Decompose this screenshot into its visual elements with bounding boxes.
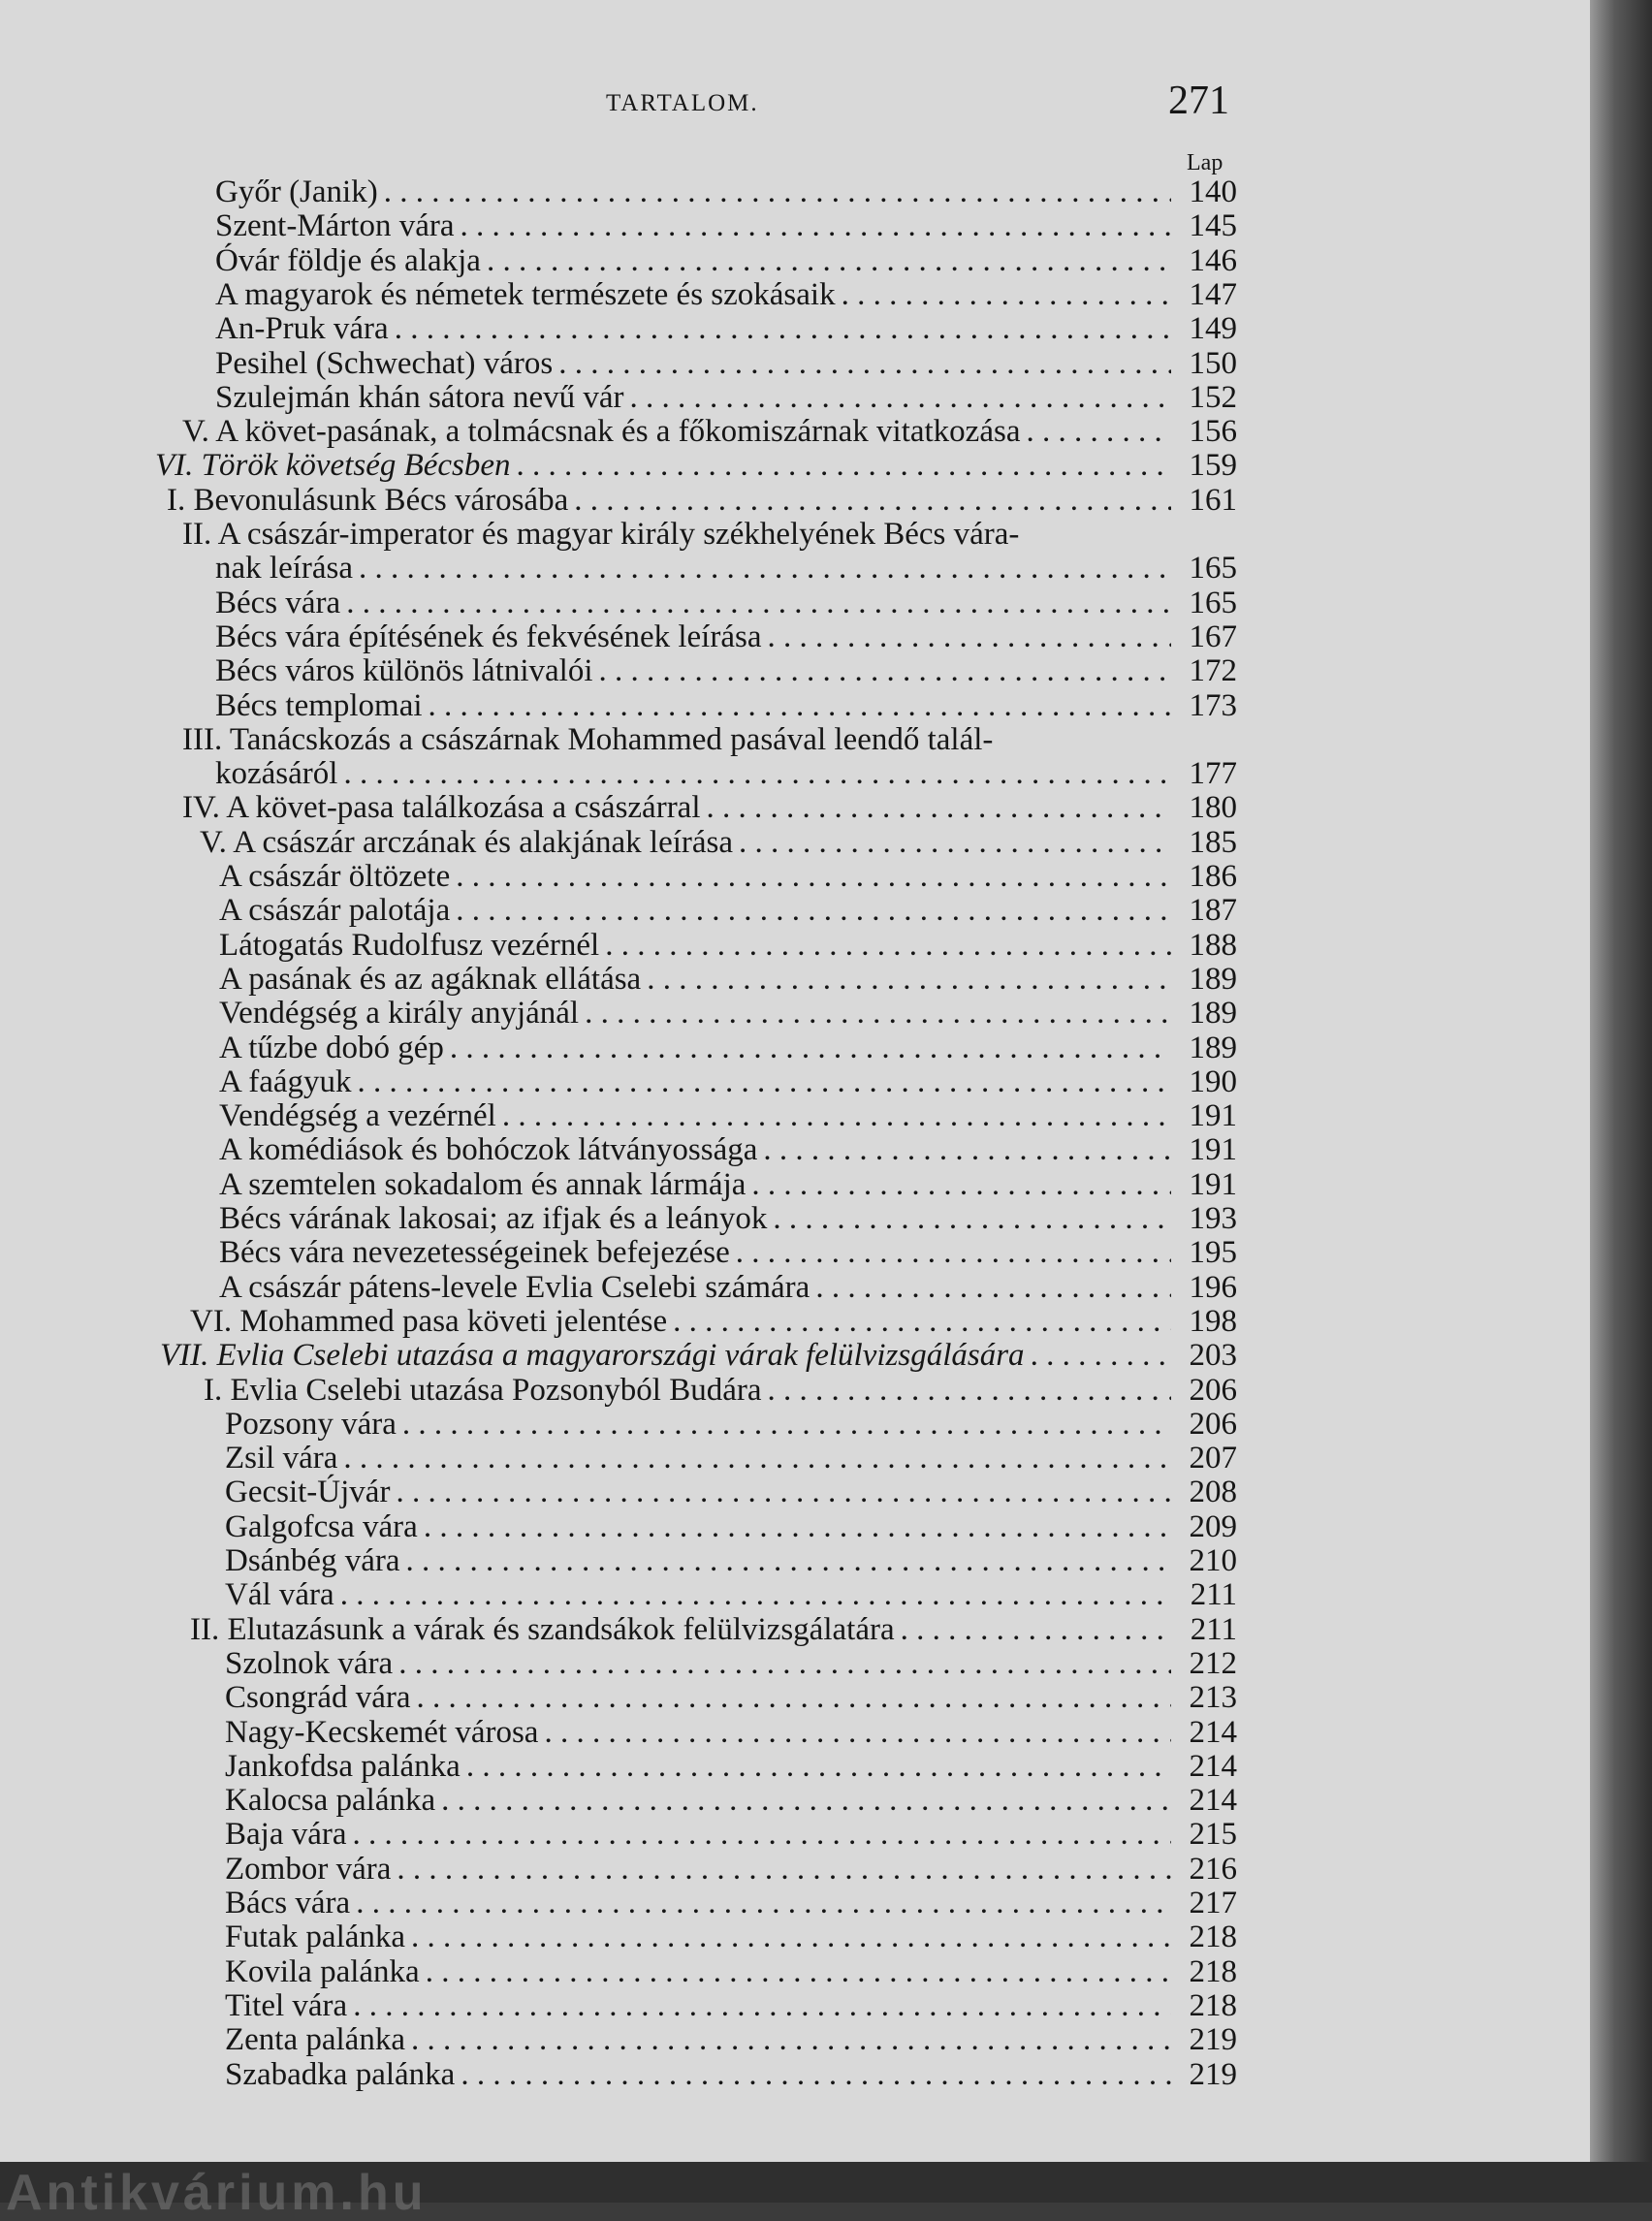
toc-entry bbox=[219, 1132, 1237, 1167]
dot-leader bbox=[397, 1852, 1171, 1887]
toc-page-number: 210 bbox=[1189, 1543, 1237, 1578]
toc-page-number: 177 bbox=[1189, 756, 1237, 792]
toc-entry bbox=[215, 619, 1237, 654]
toc-entry-label: Nagy-Kecskemét városa bbox=[225, 1714, 539, 1750]
toc-page-number: 198 bbox=[1189, 1303, 1237, 1339]
toc-entry bbox=[225, 1715, 1237, 1750]
dot-leader bbox=[411, 1920, 1171, 1954]
toc-entry bbox=[225, 1886, 1237, 1920]
toc-entry bbox=[215, 653, 1237, 688]
toc-entry-label: Bécs templomai bbox=[215, 687, 423, 723]
toc-entry bbox=[219, 1064, 1237, 1099]
toc-entry-label: I. Evlia Cselebi utazása Pozsonyból Budára bbox=[204, 1372, 762, 1408]
toc-entry bbox=[219, 928, 1237, 963]
toc-page-number: 215 bbox=[1189, 1817, 1237, 1853]
toc-entry bbox=[219, 1201, 1237, 1236]
toc-entry-label: IV. A követ-pasa találkozása a császárral bbox=[182, 790, 701, 826]
dot-leader bbox=[815, 1270, 1171, 1305]
toc-entry bbox=[225, 1749, 1237, 1784]
dot-leader bbox=[773, 1201, 1171, 1236]
dot-leader bbox=[544, 1715, 1171, 1750]
toc-entry bbox=[215, 380, 1237, 415]
toc-entry bbox=[225, 1475, 1237, 1509]
toc-entry bbox=[225, 1852, 1237, 1887]
toc-entry bbox=[190, 1612, 1237, 1647]
toc-page-number: 185 bbox=[1189, 824, 1237, 860]
toc-entry-label: A császár pátens-levele Evlia Cselebi számára bbox=[219, 1269, 810, 1305]
dot-leader bbox=[358, 1064, 1171, 1099]
toc-entry bbox=[155, 448, 1237, 483]
toc-entry bbox=[190, 1304, 1237, 1339]
toc-entry-label: Bécs várának lakosai; az ifjak és a leányok bbox=[219, 1201, 768, 1236]
toc-entry bbox=[225, 1680, 1237, 1715]
toc-entry-label: Zenta palánka bbox=[225, 2022, 405, 2058]
toc-page-number: 146 bbox=[1189, 242, 1237, 278]
dot-leader bbox=[417, 1680, 1171, 1715]
dot-leader bbox=[356, 1886, 1171, 1920]
dot-leader bbox=[558, 346, 1171, 381]
dot-leader bbox=[456, 859, 1171, 894]
toc-page-number: 190 bbox=[1189, 1063, 1237, 1099]
dot-leader bbox=[456, 893, 1171, 928]
toc-entry-label: Bécs város különös látnivalói bbox=[215, 653, 593, 689]
dot-leader bbox=[461, 2057, 1171, 2092]
toc-page-number: 180 bbox=[1189, 790, 1237, 826]
toc-entry bbox=[215, 586, 1237, 620]
toc-page-number: 186 bbox=[1189, 859, 1237, 894]
toc-entry bbox=[225, 2057, 1237, 2092]
dot-leader bbox=[767, 619, 1171, 654]
dot-leader bbox=[411, 2022, 1171, 2057]
toc-entry-label: Pozsony vára bbox=[225, 1406, 397, 1442]
toc-entry bbox=[215, 688, 1237, 723]
toc-entry bbox=[215, 756, 1237, 791]
dot-leader bbox=[1031, 1338, 1171, 1373]
toc-entry bbox=[225, 1509, 1237, 1544]
toc-entry-label: A faágyuk bbox=[219, 1063, 352, 1099]
toc-entry bbox=[215, 277, 1237, 312]
dot-leader bbox=[466, 1749, 1171, 1784]
toc-entry-label: Futak palánka bbox=[225, 1920, 406, 1955]
toc-entry bbox=[225, 1783, 1237, 1818]
toc-entry bbox=[215, 551, 1237, 586]
toc-entry bbox=[219, 1031, 1237, 1065]
dot-leader bbox=[398, 1646, 1171, 1681]
toc-entry bbox=[219, 893, 1237, 928]
toc-entry-label: Vendégség a király anyjánál bbox=[219, 996, 580, 1031]
toc-entry bbox=[219, 962, 1237, 997]
dot-leader bbox=[1026, 414, 1171, 449]
toc-entry-label: II. A császár-imperator és magyar király székhelyének Bécs vára- bbox=[182, 517, 1020, 552]
toc-entry-label: A császár palotája bbox=[219, 893, 451, 929]
toc-entry-label: Zsil vára bbox=[225, 1441, 338, 1476]
toc-entry-label: A magyarok és németek természete és szokásaik bbox=[215, 276, 836, 312]
dot-leader bbox=[429, 688, 1171, 723]
toc-page-number: 173 bbox=[1189, 687, 1237, 723]
toc-entry bbox=[225, 1407, 1237, 1442]
dot-leader bbox=[426, 1954, 1171, 1989]
toc-page-number: 217 bbox=[1189, 1886, 1237, 1920]
toc-entry-label: VII. Evlia Cselebi utazása a magyarországi várak felülvizsgálására bbox=[160, 1338, 1025, 1374]
toc-page-number: 218 bbox=[1189, 1987, 1237, 2023]
dot-leader bbox=[768, 1373, 1171, 1408]
dot-leader bbox=[599, 653, 1171, 688]
toc-page-number: 167 bbox=[1189, 619, 1237, 654]
toc-page-number: 172 bbox=[1189, 653, 1237, 689]
toc-entry-label: Szulejmán khán sátora nevű vár bbox=[215, 379, 624, 415]
toc-entry-label: Vál vára bbox=[225, 1577, 334, 1613]
toc-page-number: 206 bbox=[1189, 1372, 1237, 1408]
dot-leader bbox=[736, 1235, 1171, 1270]
toc-entry-label: Csongrád vára bbox=[225, 1680, 411, 1716]
toc-entry bbox=[225, 2022, 1237, 2057]
toc-page-number: 216 bbox=[1189, 1851, 1237, 1887]
toc-entry-label: Óvár földje és alakja bbox=[215, 242, 481, 278]
toc-page-number: 211 bbox=[1190, 1577, 1237, 1613]
toc-entry bbox=[182, 414, 1237, 449]
toc-page-number: 165 bbox=[1189, 551, 1237, 587]
toc-entry-label: Szent-Márton vára bbox=[215, 208, 455, 244]
dot-leader bbox=[353, 1817, 1171, 1852]
toc-entry-label: Zombor vára bbox=[225, 1851, 392, 1887]
toc-page-number: 150 bbox=[1189, 345, 1237, 381]
toc-entry bbox=[225, 1920, 1237, 1954]
page-edge bbox=[1590, 0, 1652, 2203]
dot-leader bbox=[441, 1783, 1171, 1818]
toc-page-number: 145 bbox=[1189, 208, 1237, 244]
toc-page-number: 191 bbox=[1189, 1098, 1237, 1134]
dot-leader bbox=[585, 996, 1171, 1031]
toc-entry bbox=[182, 790, 1237, 825]
dot-leader bbox=[353, 1988, 1171, 2023]
toc-entry-label: Pesihel (Schwechat) város bbox=[215, 345, 554, 381]
dot-leader bbox=[450, 1031, 1171, 1065]
toc-entry bbox=[219, 996, 1237, 1031]
toc-page-number: 214 bbox=[1189, 1783, 1237, 1819]
toc-page-number: 193 bbox=[1189, 1201, 1237, 1236]
dot-leader bbox=[502, 1098, 1171, 1133]
toc-page-number: 219 bbox=[1189, 2056, 1237, 2092]
toc-entry bbox=[200, 825, 1237, 860]
toc-entry bbox=[225, 1543, 1237, 1578]
toc-entry bbox=[215, 208, 1237, 243]
toc-entry-label: Bács vára bbox=[225, 1886, 351, 1920]
toc-entry bbox=[167, 483, 1237, 518]
dot-leader bbox=[574, 483, 1171, 518]
page-number: 271 bbox=[1168, 79, 1229, 123]
dot-leader bbox=[647, 962, 1171, 997]
toc-entry-label: I. Bevonulásunk Bécs városába bbox=[167, 482, 569, 518]
dot-leader bbox=[396, 1475, 1171, 1509]
toc-entry-label: Jankofdsa palánka bbox=[225, 1748, 461, 1784]
toc-entry-label-continuation: kozásáról bbox=[215, 756, 338, 792]
toc-entry bbox=[215, 311, 1237, 346]
toc-page-number: 208 bbox=[1189, 1475, 1237, 1510]
toc-page-number: 188 bbox=[1189, 927, 1237, 963]
toc-entry bbox=[215, 346, 1237, 381]
toc-entry bbox=[160, 1338, 1237, 1373]
toc-page-number: 214 bbox=[1189, 1714, 1237, 1750]
toc-page-number: 165 bbox=[1189, 585, 1237, 620]
toc-entry-label: A szemtelen sokadalom és annak lármája bbox=[219, 1166, 747, 1202]
toc-entry bbox=[225, 1817, 1237, 1852]
toc-page-number: 211 bbox=[1190, 1611, 1237, 1647]
toc-page-number: 218 bbox=[1189, 1953, 1237, 1989]
dot-leader bbox=[739, 825, 1171, 860]
dot-leader bbox=[402, 1407, 1171, 1442]
toc-entry-label: A pasának és az agáknak ellátása bbox=[219, 961, 642, 997]
running-head: TARTALOM. bbox=[606, 90, 759, 116]
dot-leader bbox=[343, 1441, 1171, 1475]
toc-entry-label: A tűzbe dobó gép bbox=[219, 1030, 444, 1065]
toc-entry-label: VI. Mohammed pasa követi jelentése bbox=[190, 1303, 668, 1339]
watermark: Antikvárium.hu bbox=[6, 2165, 428, 2221]
dot-leader bbox=[707, 790, 1172, 825]
toc-entry-label: II. Elutazásunk a várak és szandsákok felülvizsgálatára bbox=[190, 1611, 895, 1647]
toc-page-number: 147 bbox=[1189, 276, 1237, 312]
toc-page-number: 206 bbox=[1189, 1406, 1237, 1442]
page-column-label: Lap bbox=[1187, 150, 1223, 175]
toc-page-number: 159 bbox=[1189, 448, 1237, 484]
toc-entry bbox=[225, 1646, 1237, 1681]
toc-page-number: 189 bbox=[1189, 961, 1237, 997]
dot-leader bbox=[487, 243, 1171, 278]
dot-leader bbox=[346, 586, 1171, 620]
toc-page-number: 189 bbox=[1189, 996, 1237, 1031]
toc-page-number: 203 bbox=[1189, 1338, 1237, 1374]
toc-entry-label: Baja vára bbox=[225, 1817, 347, 1853]
dot-leader bbox=[395, 311, 1171, 346]
toc-entry-label: Galgofcsa vára bbox=[225, 1508, 418, 1544]
toc-entry bbox=[219, 1235, 1237, 1270]
toc-page-number: 191 bbox=[1189, 1166, 1237, 1202]
dot-leader bbox=[605, 928, 1171, 963]
dot-leader bbox=[461, 208, 1172, 243]
dot-leader bbox=[673, 1304, 1171, 1339]
dot-leader bbox=[842, 277, 1171, 312]
toc-entry-label: V. A császár arczának és alakjának leírása bbox=[200, 824, 734, 860]
toc-page-number: 161 bbox=[1189, 482, 1237, 518]
toc-entry bbox=[204, 1373, 1237, 1408]
toc-entry-label: Bécs vára építésének és fekvésének leírása bbox=[215, 619, 762, 654]
dot-leader bbox=[517, 448, 1171, 483]
toc-page-number: 214 bbox=[1189, 1748, 1237, 1784]
toc-entry-label: Szolnok vára bbox=[225, 1645, 394, 1681]
toc-page-number: 187 bbox=[1189, 893, 1237, 929]
toc-page-number: 213 bbox=[1189, 1680, 1237, 1716]
dot-leader bbox=[763, 1132, 1171, 1167]
dot-leader bbox=[340, 1577, 1171, 1612]
toc-entry bbox=[219, 1098, 1237, 1133]
dot-leader bbox=[630, 380, 1171, 415]
toc-page-number: 212 bbox=[1189, 1645, 1237, 1681]
toc-entry-label: Bécs vára bbox=[215, 585, 341, 620]
toc-entry bbox=[219, 1270, 1237, 1305]
toc-entry-label: An-Pruk vára bbox=[215, 311, 389, 347]
dot-leader bbox=[384, 175, 1171, 209]
toc-entry bbox=[225, 1441, 1237, 1475]
toc-page-number: 140 bbox=[1189, 175, 1237, 209]
toc-entry-label: Titel vára bbox=[225, 1987, 348, 2023]
toc-entry-label-continuation: nak leírása bbox=[215, 551, 354, 587]
toc-entry-label: Vendégség a vezérnél bbox=[219, 1098, 496, 1134]
dot-leader bbox=[406, 1543, 1171, 1578]
toc-entry-label: Látogatás Rudolfusz vezérnél bbox=[219, 927, 600, 963]
toc-entry bbox=[225, 1988, 1237, 2023]
dot-leader bbox=[751, 1167, 1171, 1202]
dot-leader bbox=[424, 1509, 1171, 1544]
toc-page-number: 218 bbox=[1189, 1920, 1237, 1955]
toc-page-number: 149 bbox=[1189, 311, 1237, 347]
toc-page-number: 209 bbox=[1189, 1508, 1237, 1544]
toc-entry-label: Szabadka palánka bbox=[225, 2056, 456, 2092]
toc-entry bbox=[215, 243, 1237, 278]
toc-page-number: 156 bbox=[1189, 414, 1237, 450]
dot-leader bbox=[359, 551, 1171, 586]
toc-entry-label: A komédiások és bohóczok látványossága bbox=[219, 1132, 758, 1168]
dot-leader bbox=[343, 756, 1171, 791]
toc-entry bbox=[219, 1167, 1237, 1202]
toc-page-number: 195 bbox=[1189, 1235, 1237, 1271]
toc-entry-label: Gecsit-Újvár bbox=[225, 1475, 391, 1510]
toc-entry-label: A császár öltözete bbox=[219, 859, 451, 894]
toc-entry-label: Dsánbég vára bbox=[225, 1543, 400, 1578]
toc-page-number: 196 bbox=[1189, 1269, 1237, 1305]
toc-page-number: 219 bbox=[1189, 2022, 1237, 2058]
toc-page-number: 207 bbox=[1189, 1441, 1237, 1476]
toc-page-number: 189 bbox=[1189, 1030, 1237, 1065]
toc-entry bbox=[225, 1954, 1237, 1989]
toc-entry-label: VI. Török követség Bécsben bbox=[155, 448, 511, 484]
dot-leader bbox=[901, 1612, 1171, 1647]
toc-page-number: 191 bbox=[1189, 1132, 1237, 1168]
toc-entry bbox=[225, 1577, 1237, 1612]
toc-entry-label: V. A követ-pasának, a tolmácsnak és a főkomiszárnak vitatkozása bbox=[182, 414, 1021, 450]
toc-page-number: 152 bbox=[1189, 379, 1237, 415]
toc-entry bbox=[219, 859, 1237, 894]
toc-entry-label: Kalocsa palánka bbox=[225, 1783, 436, 1819]
toc-entry-label: Győr (Janik) bbox=[215, 175, 378, 209]
toc-entry-label: III. Tanácskozás a császárnak Mohammed pasával leendő talál- bbox=[182, 721, 994, 757]
toc-entry-label: Bécs vára nevezetességeinek befejezése bbox=[219, 1235, 730, 1271]
toc-entry-label: Kovila palánka bbox=[225, 1953, 420, 1989]
toc-entry bbox=[215, 175, 1237, 209]
